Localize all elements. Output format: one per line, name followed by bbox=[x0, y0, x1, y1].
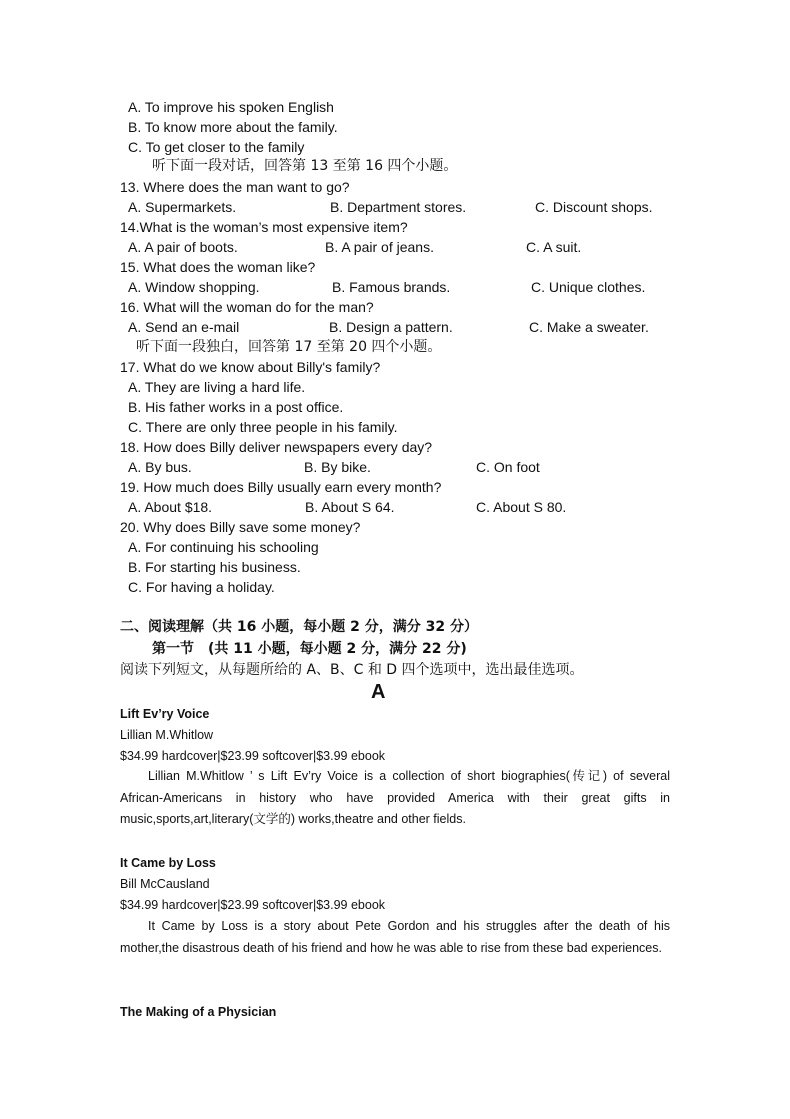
question-17: 17. What do we know about Billy's family? bbox=[120, 359, 381, 375]
option-b: B. A pair of jeans. bbox=[325, 239, 434, 255]
book-title: The Making of a Physician bbox=[120, 1005, 277, 1019]
option-a: A. Window shopping. bbox=[128, 279, 260, 295]
question-14: 14.What is the woman’s most expensive item? bbox=[120, 219, 408, 235]
book-title: Lift Ev’ry Voice bbox=[120, 707, 210, 721]
question-20: 20. Why does Billy save some money? bbox=[120, 519, 361, 535]
question-15: 15. What does the woman like? bbox=[120, 259, 316, 275]
book-author: Bill McCausland bbox=[120, 877, 210, 891]
option-c: C. Make a sweater. bbox=[529, 319, 649, 335]
option-a: A. Supermarkets. bbox=[128, 199, 237, 215]
option-c: C. A suit. bbox=[526, 239, 582, 255]
option-c: C. Unique clothes. bbox=[531, 279, 646, 295]
reading-instruction: 阅读下列短文，从每题所给的 A、B、C 和 D 四个选项中，选出最佳选项。 bbox=[120, 662, 584, 678]
book-prices: $34.99 hardcover|$23.99 softcover|$3.99 ebook bbox=[120, 898, 386, 912]
option-a: A. By bus. bbox=[128, 459, 192, 475]
option-b: B. Design a pattern. bbox=[329, 319, 453, 335]
option-c: C. There are only three people in his family. bbox=[128, 419, 398, 435]
option-a: A. They are living a hard life. bbox=[128, 379, 306, 395]
option-text: A. To improve his spoken English bbox=[128, 99, 334, 115]
book-prices: $34.99 hardcover|$23.99 softcover|$3.99 ebook bbox=[120, 749, 386, 763]
option-b: B. For starting his business. bbox=[128, 559, 301, 575]
question-19: 19. How much does Billy usually earn every month? bbox=[120, 479, 442, 495]
option-b: B. Department stores. bbox=[330, 199, 467, 215]
option-a: A. A pair of boots. bbox=[128, 239, 238, 255]
book-title: It Came by Loss bbox=[120, 856, 216, 870]
instruction-13-16: 听下面一段对话，回答第 13 至第 16 四个小题。 bbox=[152, 158, 458, 174]
book-author: Lillian M.Whitlow bbox=[120, 728, 214, 742]
option-b: B. His father works in a post office. bbox=[128, 399, 344, 415]
question-16: 16. What will the woman do for the man? bbox=[120, 299, 374, 315]
option-c: C. For having a holiday. bbox=[128, 579, 275, 595]
option-a: A. About $18. bbox=[128, 499, 213, 515]
option-b: B. About S 64. bbox=[305, 499, 395, 515]
option-b: B. Famous brands. bbox=[332, 279, 451, 295]
option-text: C. To get closer to the family bbox=[128, 139, 305, 155]
option-a: A. Send an e-mail bbox=[128, 319, 240, 335]
option-c: C. About S 80. bbox=[476, 499, 567, 515]
section-title: 二、阅读理解（共 16 小题，每小题 2 分，满分 32 分） bbox=[120, 619, 478, 635]
question-18: 18. How does Billy deliver newspapers every day? bbox=[120, 439, 433, 455]
passage-letter: A bbox=[371, 681, 386, 703]
option-text: B. To know more about the family. bbox=[128, 119, 338, 135]
option-a: A. For continuing his schooling bbox=[128, 539, 319, 555]
instruction-17-20: 听下面一段独白，回答第 17 至第 20 四个小题。 bbox=[136, 339, 442, 355]
option-c: C. Discount shops. bbox=[535, 199, 653, 215]
part-title: 第一节 (共 11 小题，每小题 2 分，满分 22 分) bbox=[152, 641, 467, 657]
book-description: Lillian M.Whitlow ’ s Lift Ev’ry Voice is a collection of short biographies(传记) of several African-Americans in history who have provided America with their great gifts in music,sports,art,literary(文学的) works,theatre and other fields. bbox=[120, 769, 670, 826]
question-13: 13. Where does the man want to go? bbox=[120, 179, 350, 195]
option-c: C. On foot bbox=[476, 459, 540, 475]
option-b: B. By bike. bbox=[304, 459, 371, 475]
book-description: It Came by Loss is a story about Pete Gordon and his struggles after the death of his mother,the disastrous death of his friend and how he was able to rise from these bad experiences. bbox=[120, 919, 670, 955]
